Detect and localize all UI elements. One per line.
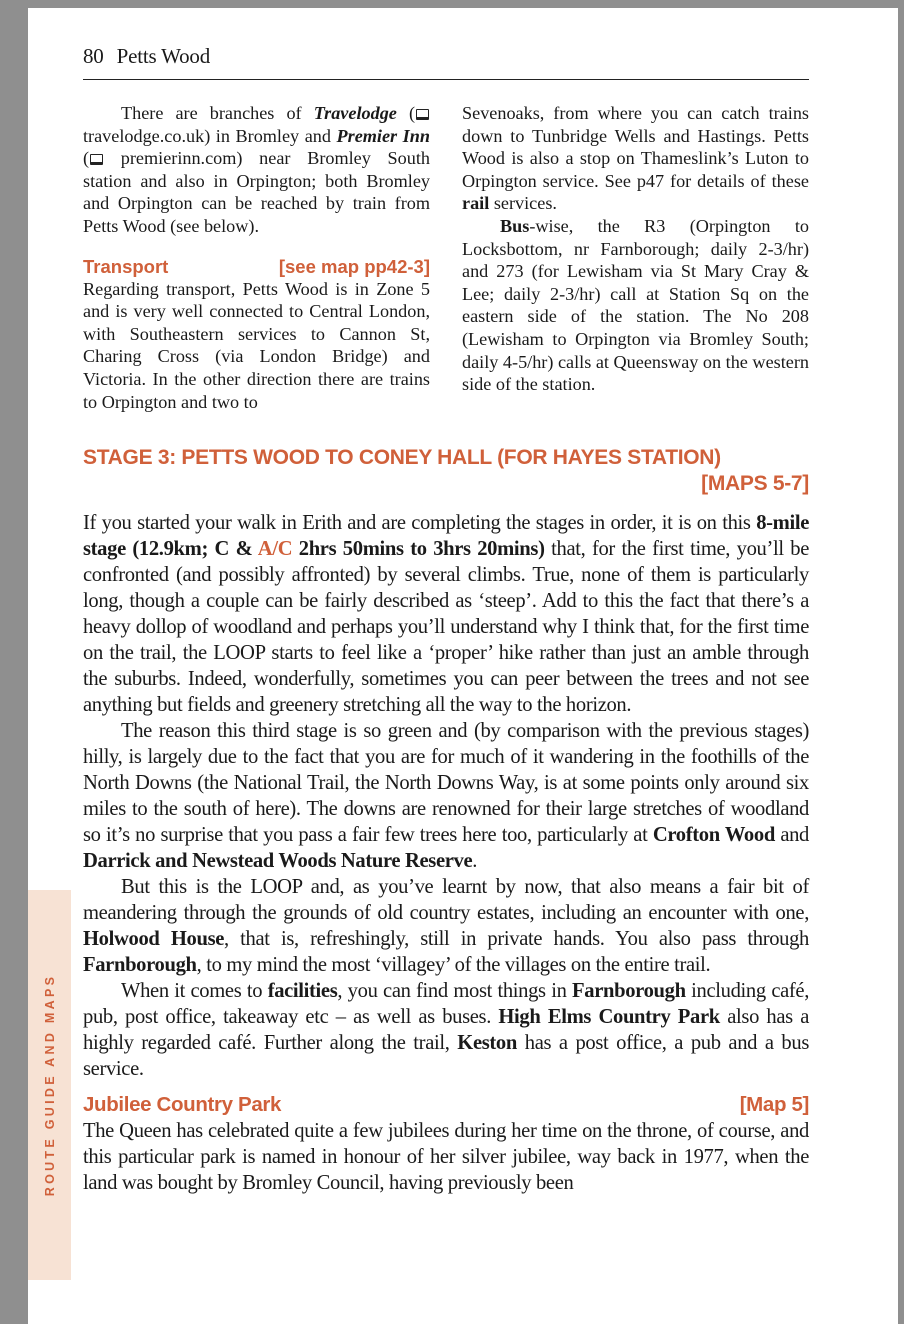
jubilee-paragraph: The Queen has celebrated quite a few jubilees during her time on the throne, of course, and this particular park is named in honour of her silver jubilee, way back in 1977, when the land was bought by Bromley Council, having previously been — [83, 1120, 809, 1194]
right-column — [462, 102, 809, 396]
stage-paragraph-2: The reason this third stage is so green and (by comparison with the previous stages) hilly, is largely due to the fact that you are for much of it wandering in the foothills of the North Downs (the National Trail, the North Downs Way, is at some points only around six miles to the south of here). The downs are renowned for their large stretches of woodland so it’s no surprise that you pass a fair few trees here too, particularly at Crofton Wood and Darrick and Newstead Woods Nature Reserve. — [83, 720, 809, 872]
stage-title: STAGE 3: PETTS WOOD TO CONEY HALL (FOR HAYES STATION) — [83, 446, 721, 469]
travelodge-name: Travelodge — [313, 103, 397, 123]
stage-paragraph-4: When it comes to facilities, you can find most things in Farnborough including café, pub, post office, takeaway etc – as well as buses. High Elms Country Park also has a highly regarded café. Further along the trail, Keston has a post office, a pub and a bus service. — [83, 980, 810, 1080]
stage-paragraph-3: But this is the LOOP and, as you’ve learnt by now, that also means a fair bit of meandering through the grounds of old country estates, including an encounter with one, Holwood House, that is, refreshingly, still in private hands. You also pass through Farnborough, to my mind the most ‘villagey’ of the villages on the entire trail. — [83, 876, 809, 976]
accommodation-paragraph: There are branches of Travelodge ( travelodge.co.uk) in Bromley and Premier Inn ( premierinn.com) near Bromley South station and also in Orpington; both Bromley and Orpington can be reached by train from Petts Wood (see below). — [83, 103, 430, 236]
transport-map-ref: [see map pp42-3] — [278, 255, 430, 277]
stage-body — [83, 510, 809, 1196]
running-head — [83, 44, 210, 69]
jubilee-heading — [83, 1092, 809, 1118]
transport-heading — [83, 256, 430, 278]
transport-heading-title: Transport — [83, 255, 169, 277]
stage-paragraph-1: If you started your walk in Erith and are completing the stages in order, it is on this 8-mile stage (12.9km; C & A/C 2hrs 50mins to 3hrs 20mins) that, for the first time, you’ll be confronted (and possibly affronted) by several climbs. True, none of them is particularly long, though a couple can be fairly described as ‘steep’. Add to this the fact that there’s a heavy dollop of woodland and perhaps you’ll understand why I think that, for the first time on the trail, the LOOP starts to feel like a ‘proper’ hike rather than just an amble through the suburbs. Indeed, wonderfully, sometimes you can peer between the trees and not see anything but fields and greenery stretching all the way to the horizon. — [83, 512, 810, 716]
stage-heading — [83, 445, 809, 497]
side-tab-label: ROUTE GUIDE AND MAPS — [43, 973, 57, 1197]
stage-maps-ref: [MAPS 5-7] — [701, 472, 809, 495]
web-icon — [90, 154, 103, 165]
rail-paragraph: Sevenoaks, from where you can catch trains down to Tunbridge Wells and Hastings. Petts Wood is also a stop on Thameslink’s Luton to Orpington service. See p47 for details of these rail services. — [462, 103, 809, 214]
page-edge — [898, 8, 904, 1324]
section-title: Petts Wood — [116, 44, 211, 68]
jubilee-heading-title: Jubilee Country Park — [83, 1093, 282, 1116]
ac-marker: A/C — [257, 538, 293, 560]
jubilee-map-ref: [Map 5] — [739, 1093, 809, 1116]
premier-inn-name: Premier Inn — [336, 125, 430, 146]
web-icon — [416, 109, 429, 120]
left-column — [83, 102, 430, 413]
bus-paragraph: Bus-wise, the R3 (Orpington to Locksbottom, nr Farnborough; daily 2-3/hr) and 273 (for Lewisham via St Mary Cray & Lee; daily 2-3/hr) call at Station Sq on the eastern side of the station. The No 208 (Lewisham to Orpington via Bromley South; daily 4-5/hr) calls at Queensway on the western side of the station. — [462, 215, 809, 395]
page-number: 80 — [83, 44, 104, 68]
header-divider — [83, 79, 809, 80]
transport-paragraph: Regarding transport, Petts Wood is in Zone 5 and is very well connected to Central London, with Southeastern services to Cannon St, Charing Cross (via London Bridge) and Victoria. In the other direction there are trains to Orpington and two to — [83, 278, 430, 412]
